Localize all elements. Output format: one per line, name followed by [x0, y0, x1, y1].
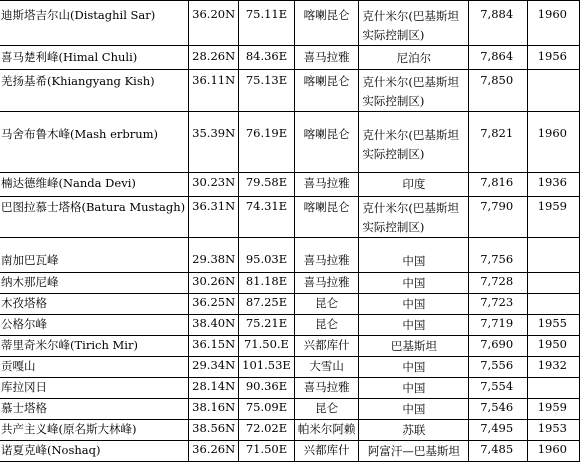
first-ascent-year-cell: 1936: [528, 173, 580, 197]
table-row: [0, 173, 580, 197]
first-ascent-year-cell: 1950: [528, 336, 580, 357]
latitude-cell: 28.26N: [189, 46, 239, 70]
latitude-cell: 28.14N: [189, 378, 239, 399]
latitude-cell: 29.38N: [189, 238, 239, 273]
longitude-cell: 101.53E: [239, 357, 295, 378]
table-row: [0, 197, 580, 238]
longitude-cell: 71.50.E: [239, 336, 295, 357]
latitude-cell: 36.25N: [189, 294, 239, 315]
range-cell: 喜马拉雅: [294, 378, 359, 399]
country-cell: [359, 420, 469, 441]
first-ascent-year-cell: 1960: [528, 112, 580, 173]
peak-name-cell: 纳木那尼峰: [0, 273, 189, 294]
country-line: 实际控制区): [362, 94, 425, 108]
country-cell: [359, 399, 469, 420]
longitude-cell: 75.13E: [239, 70, 295, 112]
table-row: [0, 46, 580, 70]
latitude-cell: 35.39N: [189, 112, 239, 173]
peak-name-cell: 巴图拉慕士塔格(Batura Mustagh): [0, 197, 189, 238]
country-cell: [359, 357, 469, 378]
country-line: 中国: [402, 381, 426, 395]
country-cell: [359, 294, 469, 315]
peak-name-cell: 迪斯塔吉尔山(Distaghil Sar): [0, 1, 189, 46]
table-row: [0, 315, 580, 336]
range-cell: 昆仑: [294, 399, 359, 420]
country-cell: [359, 173, 469, 197]
first-ascent-year-cell: [528, 70, 580, 112]
country-cell: [359, 238, 469, 273]
latitude-cell: 36.15N: [189, 336, 239, 357]
range-cell: 喀喇昆仑: [294, 70, 359, 112]
longitude-cell: 76.19E: [239, 112, 295, 173]
table-row: [0, 378, 580, 399]
peak-name-cell: 诺夏克峰(Noshaq): [0, 441, 189, 462]
peak-name-cell: 慕士塔格: [0, 399, 189, 420]
first-ascent-year-cell: 1932: [528, 357, 580, 378]
country-cell: [359, 197, 469, 238]
peak-name-cell: 木孜塔格: [0, 294, 189, 315]
latitude-cell: 30.26N: [189, 273, 239, 294]
first-ascent-year-cell: [528, 238, 580, 273]
peak-name-cell: 库拉冈日: [0, 378, 189, 399]
country-line: 克什米尔(巴基斯坦: [362, 201, 459, 215]
elevation-cell: 7,790: [469, 197, 528, 238]
longitude-cell: 75.09E: [239, 399, 295, 420]
country-line: 中国: [402, 402, 426, 416]
range-cell: 喜马拉雅: [294, 46, 359, 70]
elevation-cell: 7,546: [469, 399, 528, 420]
peak-name-cell: 公格尔峰: [0, 315, 189, 336]
country-cell: [359, 441, 469, 462]
peak-name-cell: 喜马楚利峰(Himal Chuli): [0, 46, 189, 70]
elevation-cell: 7,816: [469, 173, 528, 197]
table-row: [0, 399, 580, 420]
country-line: 阿富汗—巴基斯坦: [367, 444, 460, 458]
table-row: [0, 357, 580, 378]
country-cell: [359, 336, 469, 357]
country-cell: [359, 315, 469, 336]
first-ascent-year-cell: 1956: [528, 46, 580, 70]
longitude-cell: 90.36E: [239, 378, 295, 399]
country-line: 中国: [402, 276, 426, 290]
country-cell: [359, 112, 469, 173]
range-cell: 昆仑: [294, 315, 359, 336]
peak-name-cell: 楠达德维峰(Nanda Devi): [0, 173, 189, 197]
longitude-cell: 71.50E: [239, 441, 295, 462]
latitude-cell: 38.16N: [189, 399, 239, 420]
country-line: 中国: [402, 254, 426, 268]
longitude-cell: 75.21E: [239, 315, 295, 336]
peak-name-cell: 马舍布鲁木峰(Mash erbrum): [0, 112, 189, 173]
longitude-cell: 81.18E: [239, 273, 295, 294]
range-cell: 喀喇昆仑: [294, 1, 359, 46]
first-ascent-year-cell: [528, 378, 580, 399]
range-cell: 兴都库什: [294, 336, 359, 357]
range-cell: 喜马拉雅: [294, 273, 359, 294]
first-ascent-year-cell: 1960: [528, 441, 580, 462]
first-ascent-year-cell: 1960: [528, 1, 580, 46]
range-cell: 喜马拉雅: [294, 238, 359, 273]
range-cell: 喜马拉雅: [294, 173, 359, 197]
peaks-table-body: [0, 1, 580, 462]
table-row: [0, 112, 580, 173]
country-cell: [359, 70, 469, 112]
latitude-cell: 36.31N: [189, 197, 239, 238]
elevation-cell: 7,723: [469, 294, 528, 315]
peak-name-cell: 羌扬基希(Khiangyang Kish): [0, 70, 189, 112]
peak-name-cell: 贡嘎山: [0, 357, 189, 378]
longitude-cell: 75.11E: [239, 1, 295, 46]
longitude-cell: 74.31E: [239, 197, 295, 238]
range-cell: 喀喇昆仑: [294, 112, 359, 173]
country-cell: [359, 378, 469, 399]
country-cell: [359, 1, 469, 46]
latitude-cell: 38.56N: [189, 420, 239, 441]
table-row: [0, 273, 580, 294]
latitude-cell: 29.34N: [189, 357, 239, 378]
country-cell: [359, 273, 469, 294]
elevation-cell: 7,884: [469, 1, 528, 46]
peak-name-cell: 蒂里奇米尔峰(Tirich Mir): [0, 336, 189, 357]
peak-name-cell: 共产主义峰(原名斯大林峰): [0, 420, 189, 441]
first-ascent-year-cell: 1959: [528, 399, 580, 420]
first-ascent-year-cell: 1953: [528, 420, 580, 441]
peak-name-cell: 南加巴瓦峰: [0, 238, 189, 273]
latitude-cell: 36.20N: [189, 1, 239, 46]
country-line: 克什米尔(巴基斯坦: [362, 9, 459, 23]
elevation-cell: 7,690: [469, 336, 528, 357]
country-line: 实际控制区): [362, 147, 425, 161]
elevation-cell: 7,756: [469, 238, 528, 273]
country-line: 中国: [402, 318, 426, 332]
country-line: 尼泊尔: [396, 51, 432, 65]
first-ascent-year-cell: 1955: [528, 315, 580, 336]
first-ascent-year-cell: [528, 273, 580, 294]
country-line: 克什米尔(巴基斯坦: [362, 128, 459, 142]
first-ascent-year-cell: [528, 294, 580, 315]
range-cell: 昆仑: [294, 294, 359, 315]
table-row: [0, 1, 580, 46]
latitude-cell: 36.26N: [189, 441, 239, 462]
elevation-cell: 7,485: [469, 441, 528, 462]
country-line: 实际控制区): [362, 28, 425, 42]
country-line: 中国: [402, 297, 426, 311]
elevation-cell: 7,864: [469, 46, 528, 70]
elevation-cell: 7,850: [469, 70, 528, 112]
elevation-cell: 7,821: [469, 112, 528, 173]
latitude-cell: 30.23N: [189, 173, 239, 197]
longitude-cell: 72.02E: [239, 420, 295, 441]
table-row: [0, 238, 580, 273]
elevation-cell: 7,495: [469, 420, 528, 441]
longitude-cell: 79.58E: [239, 173, 295, 197]
table-row: [0, 336, 580, 357]
latitude-cell: 38.40N: [189, 315, 239, 336]
elevation-cell: 7,728: [469, 273, 528, 294]
range-cell: 喀喇昆仑: [294, 197, 359, 238]
country-cell: [359, 46, 469, 70]
range-cell: 兴都库什: [294, 441, 359, 462]
country-line: 苏联: [402, 423, 426, 437]
elevation-cell: 7,719: [469, 315, 528, 336]
country-line: 巴基斯坦: [390, 339, 437, 353]
table-row: [0, 294, 580, 315]
latitude-cell: 36.11N: [189, 70, 239, 112]
country-line: 印度: [402, 177, 426, 191]
first-ascent-year-cell: 1959: [528, 197, 580, 238]
range-cell: 大雪山: [294, 357, 359, 378]
table-row: [0, 420, 580, 441]
country-line: 克什米尔(巴基斯坦: [362, 75, 459, 89]
longitude-cell: 87.25E: [239, 294, 295, 315]
country-line: 中国: [402, 360, 426, 374]
longitude-cell: 84.36E: [239, 46, 295, 70]
country-line: 实际控制区): [362, 220, 425, 234]
elevation-cell: 7,554: [469, 378, 528, 399]
range-cell: 帕米尔阿赖: [294, 420, 359, 441]
elevation-cell: 7,556: [469, 357, 528, 378]
table-row: [0, 70, 580, 112]
table-row: [0, 441, 580, 462]
longitude-cell: 95.03E: [239, 238, 295, 273]
